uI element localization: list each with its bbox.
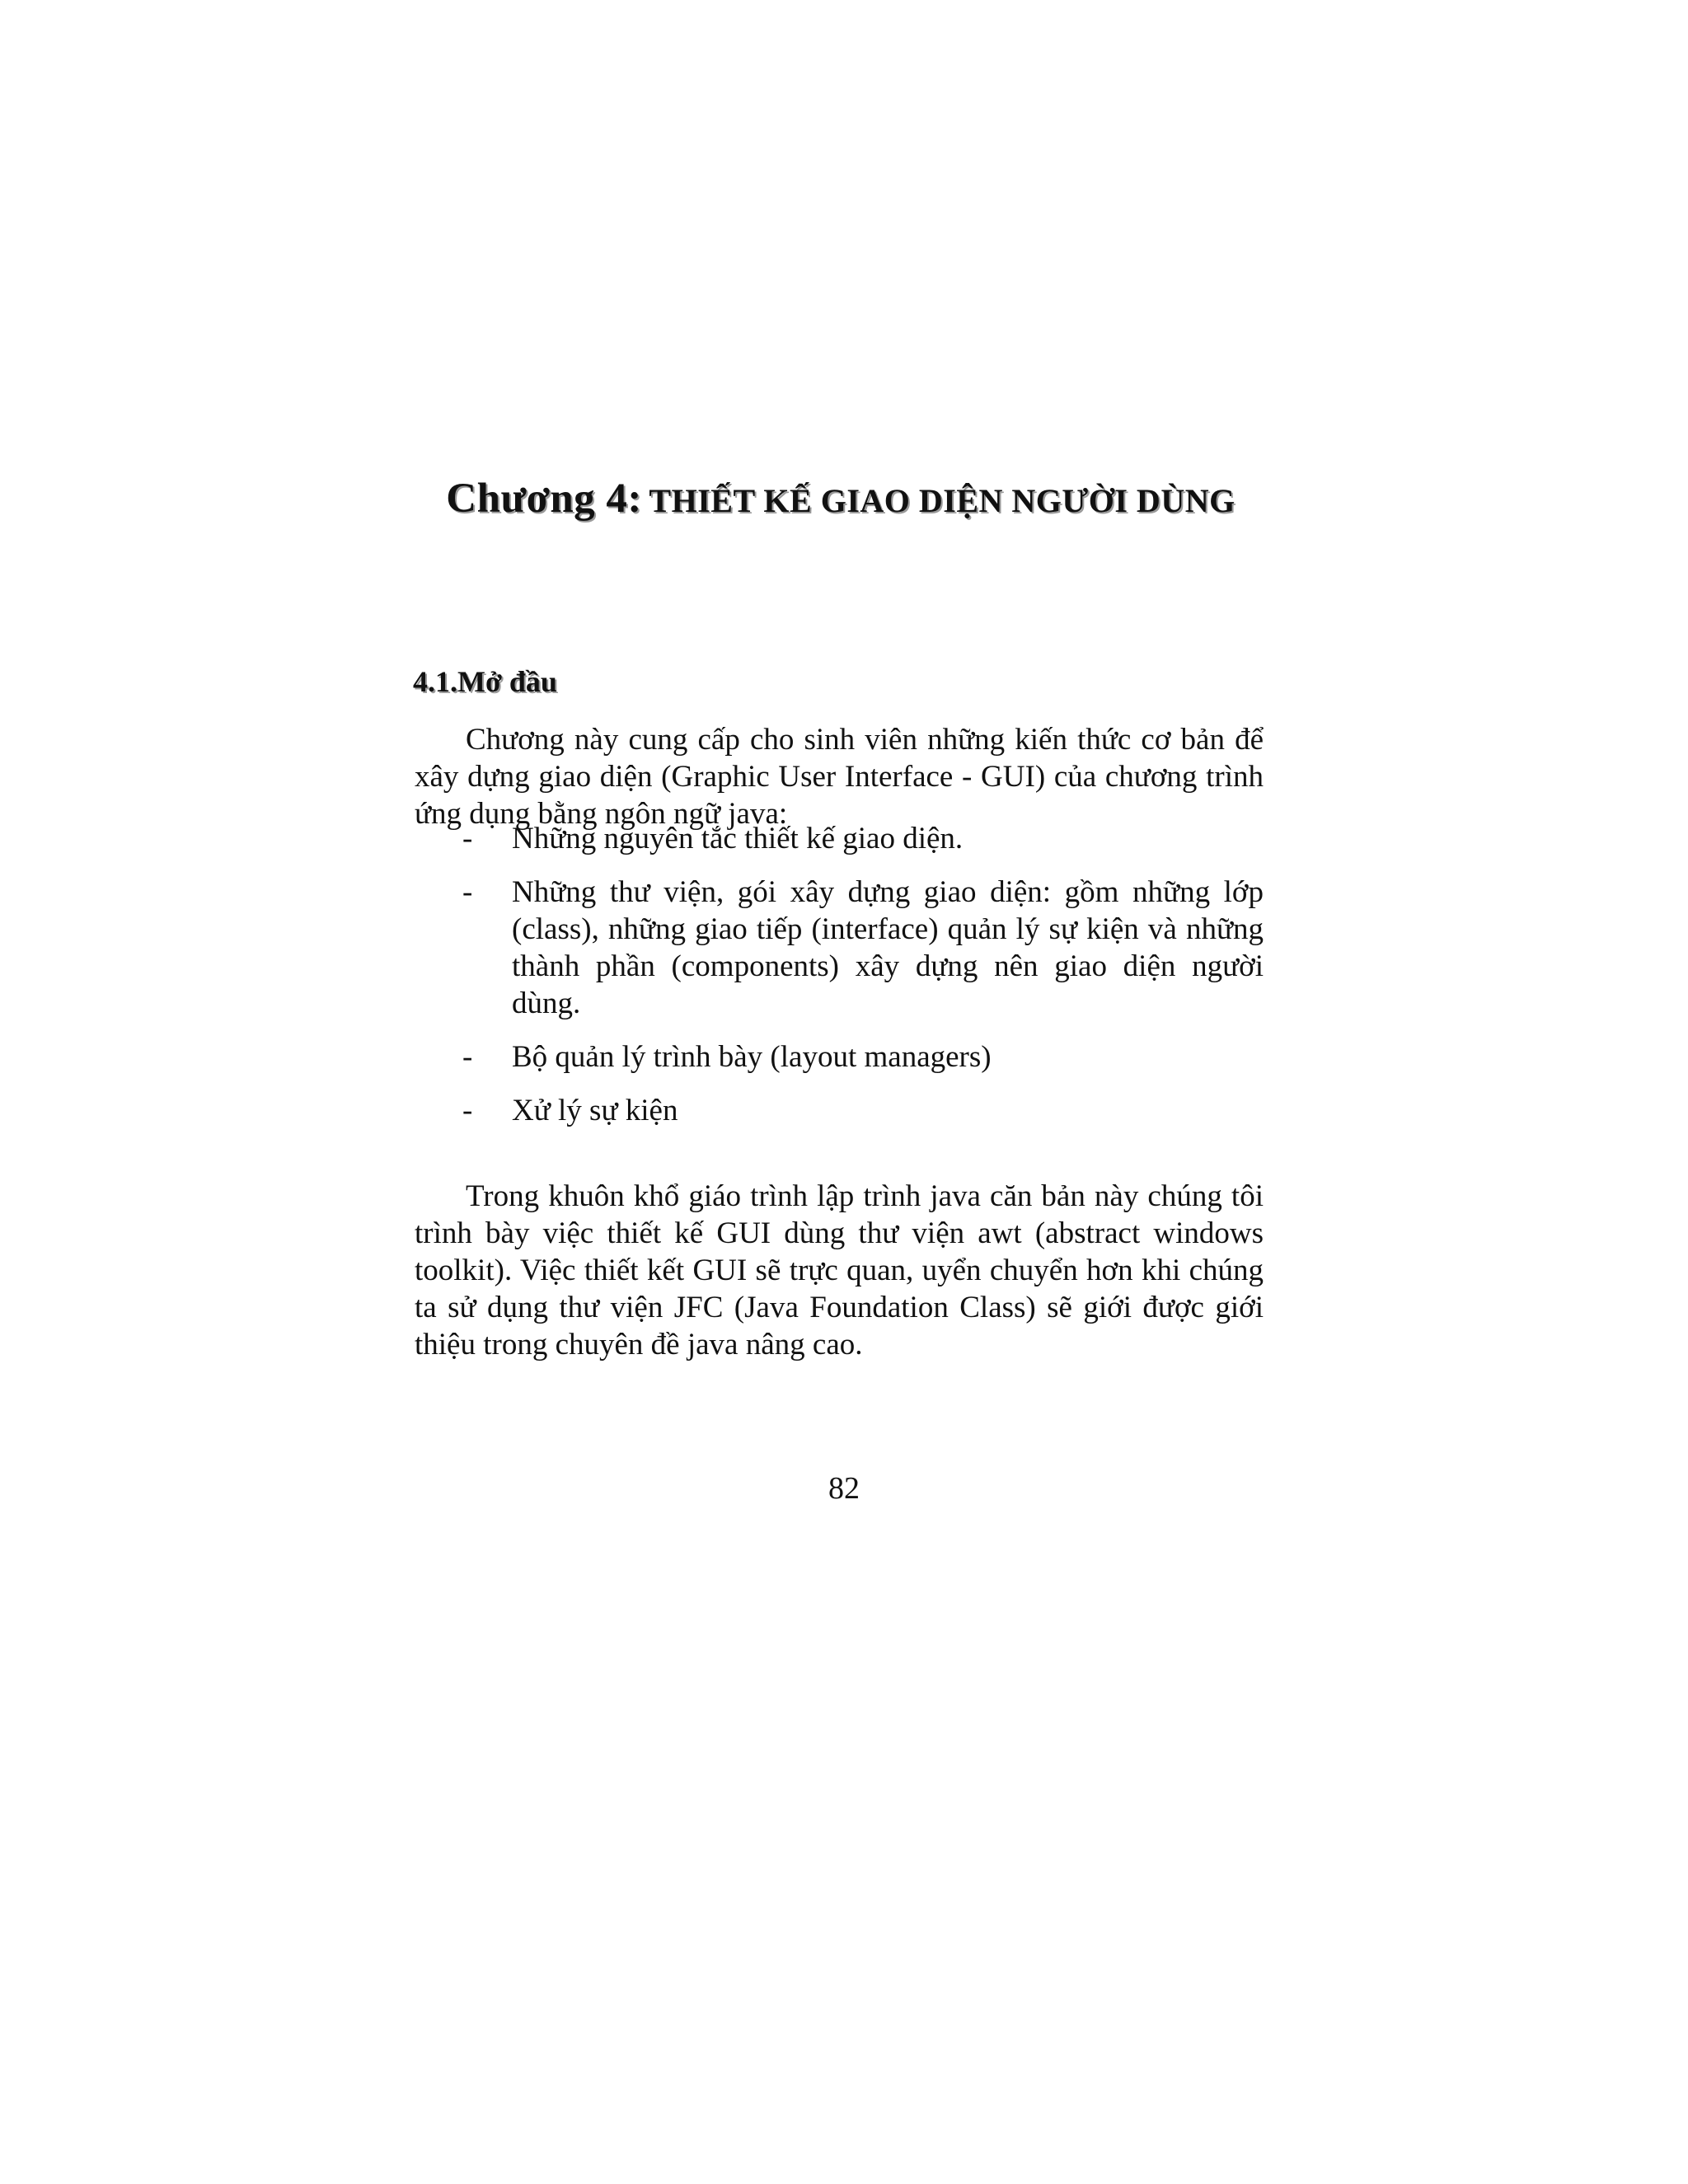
page-number: 82 [828, 1471, 860, 1506]
list-item-text: Xử lý sự kiện [512, 1094, 678, 1127]
list-item [415, 1092, 1264, 1129]
bullet-marker: - [462, 822, 473, 855]
section-heading: 4.1.Mở đầu [413, 664, 557, 698]
topic-list [415, 820, 1264, 1146]
chapter-prefix: Chương 4: [446, 476, 642, 523]
intro-paragraph: Chương này cung cấp cho sinh viên những kiến thức cơ bản để xây dựng giao diện (Graphic User Interface - GUI) của chương trình ứng dụng bằng ngôn ngữ java: [415, 723, 1264, 831]
list-item [415, 820, 1264, 857]
list-item-text: Bộ quản lý trình bày (layout managers) [512, 1040, 992, 1074]
bullet-marker: - [462, 1094, 473, 1127]
list-item-text: Những nguyên tắc thiết kế giao diện. [512, 822, 964, 855]
list-item [415, 1038, 1264, 1076]
chapter-title-text: THIẾT KẾ GIAO DIỆN NGƯỜI DÙNG [649, 482, 1236, 520]
body-paragraph: Trong khuôn khổ giáo trình lập trình java căn bản này chúng tôi trình bày việc thiết kế GUI dùng thư viện awt (abstract windows toolkit). Việc thiết kết GUI sẽ trực quan, uyển chuyển hơn khi chúng ta sử dụng thư viện JFC (Java Foundation Class) sẽ giới được giới thiệu trong chuyên đề java nâng cao. [415, 1179, 1264, 1361]
chapter-title [412, 472, 1269, 526]
bullet-marker: - [462, 875, 473, 909]
list-item [415, 874, 1264, 1022]
list-item-text: Những thư viện, gói xây dựng giao diện: gồm những lớp (class), những giao tiếp (interface) quản lý sự kiện và những thành phần (components) xây dựng nên giao diện người dùng. [512, 875, 1264, 1020]
bullet-marker: - [462, 1040, 473, 1074]
